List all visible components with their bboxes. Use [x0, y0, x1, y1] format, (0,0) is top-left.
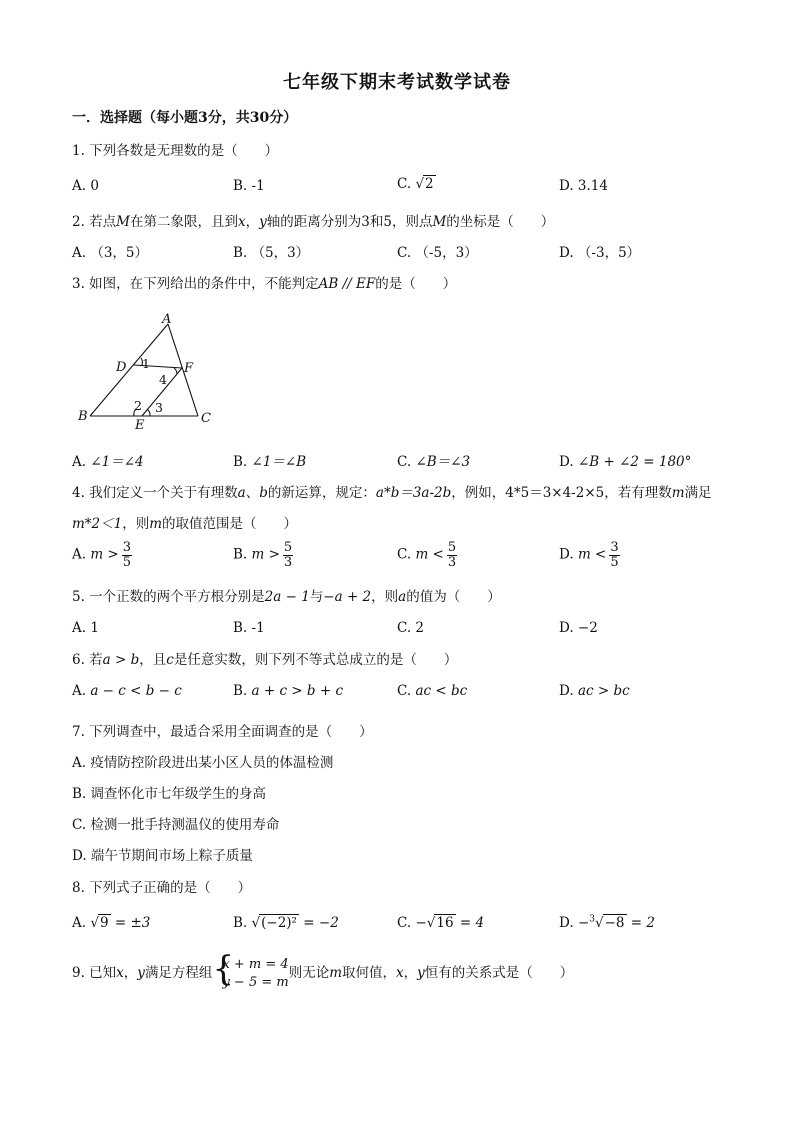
- var: M: [116, 214, 130, 230]
- q4-option-a: [72, 541, 132, 569]
- expr: 2a − 1: [264, 589, 310, 605]
- numerator: 5: [447, 540, 457, 555]
- option-label: B.: [233, 546, 248, 563]
- radicand: 2: [425, 176, 434, 192]
- text: 的是（ ）: [375, 276, 457, 292]
- q2-option-d: D. （-3，5）: [559, 245, 641, 261]
- numerator: 5: [283, 540, 293, 555]
- text: 4. 我们定义一个关于有理数: [72, 485, 238, 501]
- expr: ac < bc: [415, 683, 468, 699]
- option-label: D.: [559, 546, 574, 563]
- expr: = 4: [459, 915, 485, 931]
- expr: ac > bc: [577, 683, 630, 699]
- q3-option-c: [397, 454, 470, 470]
- option-label: D.: [559, 454, 574, 470]
- option-label: B.: [233, 454, 248, 470]
- q4-option-d: [559, 541, 620, 569]
- var: m: [671, 485, 685, 501]
- numerator: 3: [122, 540, 132, 555]
- q5-option-b: B. -1: [233, 620, 265, 636]
- var: x: [238, 214, 246, 230]
- expr: AB // EF: [318, 276, 376, 292]
- radicand: 9: [99, 915, 109, 931]
- q2-option-b: B. （5，3）: [233, 245, 310, 261]
- section-heading: 一．选择题（每小题3分，共30分）: [72, 110, 298, 126]
- var: x: [116, 965, 124, 982]
- label-f: F: [184, 361, 194, 376]
- sqrt-symbol: √: [415, 176, 425, 192]
- q3-option-b: [233, 454, 306, 470]
- equation-2: y − 5 = m: [222, 974, 289, 990]
- var: m: [329, 965, 343, 982]
- label-angle-3: 3: [155, 400, 163, 415]
- q8-option-a: [72, 914, 150, 931]
- option-label: C.: [397, 546, 412, 563]
- text: 、: [245, 485, 260, 501]
- question-4-line-1: [72, 485, 712, 501]
- q7-option-a: A. 疫情防控阶段进出某小区人员的体温检测: [72, 755, 334, 771]
- option-label: D.: [559, 683, 574, 699]
- var: M: [432, 214, 447, 230]
- q5-option-d: D. −2: [559, 620, 598, 636]
- brace-icon: {: [212, 949, 235, 989]
- denominator: 5: [610, 554, 619, 570]
- page-title: 七年级下期末考试数学试卷: [283, 72, 511, 93]
- expr: m >: [90, 546, 119, 563]
- expr: −: [415, 915, 427, 931]
- expr: −a + 2: [323, 589, 372, 605]
- q3-option-d: [559, 454, 691, 470]
- q2-option-c: C. （-5，3）: [397, 245, 478, 261]
- text: ，: [123, 965, 138, 982]
- expr: = ±3: [114, 915, 151, 931]
- radicand: −8: [604, 915, 625, 931]
- q2-option-a: A. （3，5）: [72, 245, 149, 261]
- q5-option-c: C. 2: [397, 620, 425, 636]
- label-c: C: [201, 411, 211, 426]
- option-label: A.: [72, 683, 87, 699]
- sqrt-symbol: √: [90, 915, 99, 931]
- var: b: [259, 485, 268, 501]
- triangle-figure: [78, 312, 228, 434]
- label-d: D: [116, 360, 127, 375]
- expr: −: [577, 915, 590, 931]
- denominator: 3: [283, 554, 293, 570]
- option-label: B.: [233, 915, 248, 931]
- sqrt-symbol: √: [594, 915, 604, 931]
- var: a: [237, 485, 246, 501]
- question-4-line-2: [72, 516, 297, 532]
- text: ，: [403, 965, 418, 982]
- radicand: 16: [436, 915, 454, 931]
- q6-option-b: [233, 683, 343, 699]
- expr: m*2＜1: [72, 516, 123, 532]
- text: 的新运算，规定：: [267, 485, 376, 501]
- q3-option-a: [72, 454, 144, 470]
- fraction: [122, 541, 132, 569]
- q4-option-c: [397, 541, 457, 569]
- q1-option-c: [397, 175, 436, 192]
- q5-option-a: A. 1: [72, 620, 99, 636]
- text: 取何值，: [342, 965, 397, 982]
- text: 是任意实数，则下列不等式总成立的是（ ）: [173, 652, 458, 668]
- expr: = 2: [630, 915, 655, 931]
- label-angle-4: 4: [159, 372, 167, 387]
- text: 3. 如图，在下列给出的条件中，不能判定: [72, 276, 319, 292]
- question-2-stem: [72, 214, 554, 230]
- expr: a*b＝3a-2b: [375, 485, 452, 501]
- text: 轴的距离分别为3和5，则点: [266, 214, 433, 230]
- text: 的坐标是（ ）: [446, 214, 555, 230]
- option-label: C.: [397, 176, 412, 192]
- var: c: [166, 652, 174, 668]
- label-a: A: [162, 312, 172, 327]
- text: ，则: [122, 516, 150, 532]
- numerator: 3: [610, 540, 619, 555]
- question-7-stem: 7. 下列调查中，最适合采用全面调查的是（ ）: [72, 724, 373, 740]
- denominator: 5: [122, 554, 132, 570]
- label-angle-1: 1: [142, 356, 150, 371]
- text: 5. 一个正数的两个平方根分别是: [72, 589, 265, 605]
- fraction: [609, 541, 619, 569]
- q8-option-c: [397, 914, 484, 931]
- text: 6. 若: [72, 652, 103, 668]
- text: 的取值范围是（ ）: [162, 516, 298, 532]
- text: ，: [245, 214, 260, 230]
- var: y: [259, 214, 267, 230]
- expr: m >: [251, 546, 280, 563]
- angle-4-arc: [174, 368, 177, 374]
- expr: = −2: [303, 915, 339, 931]
- angle-3-arc: [147, 409, 150, 416]
- option-label: C.: [397, 683, 412, 699]
- q7-option-c: C. 检测一批手持测温仪的使用寿命: [72, 817, 280, 833]
- expr: ∠1＝∠B: [251, 454, 307, 470]
- var: m: [149, 516, 163, 532]
- expr: ∠1＝∠4: [90, 454, 144, 470]
- q6-option-d: [559, 683, 630, 699]
- q6-option-a: [72, 683, 182, 699]
- var: a: [398, 589, 407, 605]
- var: y: [137, 965, 145, 982]
- question-3-stem: [72, 276, 456, 292]
- q7-option-d: D. 端午节期间市场上粽子质量: [72, 848, 253, 864]
- fraction: [283, 541, 293, 569]
- sqrt-symbol: √: [251, 915, 261, 931]
- denominator: 3: [447, 554, 457, 570]
- sqrt-symbol: √: [426, 915, 436, 931]
- q1-option-a: A. 0: [72, 178, 99, 194]
- option-label: C.: [397, 454, 412, 470]
- root-index: 3: [589, 914, 595, 925]
- text: 在第二象限，且到: [130, 214, 238, 230]
- text: ，则: [371, 589, 399, 605]
- fraction: [447, 541, 457, 569]
- text: ，例如，4*5＝3×4-2×5，若有理数: [451, 485, 672, 501]
- text: 满足方程组: [144, 965, 213, 982]
- label-angle-2: 2: [134, 398, 142, 413]
- text: 的值为（ ）: [406, 589, 501, 605]
- option-label: A.: [72, 915, 87, 931]
- text: 满足: [684, 485, 712, 501]
- question-1-stem: 1. 下列各数是无理数的是（ ）: [72, 143, 279, 159]
- label-b: B: [78, 409, 88, 424]
- expr: a > b: [102, 652, 140, 668]
- text: 恒有的关系式是（ ）: [424, 965, 574, 982]
- text: 与: [309, 589, 324, 605]
- expr: m <: [577, 546, 607, 563]
- q7-option-b: B. 调查怀化市七年级学生的身高: [72, 786, 267, 802]
- q1-option-b: B. -1: [233, 178, 265, 194]
- label-e: E: [135, 418, 145, 433]
- equation-1: x + m = 4: [222, 957, 289, 972]
- question-9-stem: [72, 949, 574, 991]
- text: 2. 若点: [72, 214, 117, 230]
- question-8-stem: 8. 下列式子正确的是（ ）: [72, 880, 252, 896]
- equation-system: [212, 949, 289, 991]
- q4-option-b: [233, 541, 293, 569]
- expr: m <: [415, 546, 444, 563]
- var: x: [396, 965, 404, 982]
- option-label: D.: [559, 915, 574, 931]
- q1-option-d: D. 3.14: [559, 178, 608, 194]
- expr: a − c < b − c: [90, 683, 182, 699]
- radicand: (−2)²: [261, 915, 297, 931]
- question-5-stem: [72, 589, 501, 605]
- side-ac: [168, 324, 198, 416]
- text: 则无论: [288, 965, 330, 982]
- text: ，且: [139, 652, 167, 668]
- var: y: [417, 965, 425, 982]
- text: 9. 已知: [72, 965, 117, 982]
- q8-option-d: [559, 914, 655, 931]
- expr: a + c > b + c: [251, 683, 344, 699]
- option-label: A.: [72, 546, 87, 563]
- q8-option-b: [233, 914, 339, 931]
- option-label: C.: [397, 915, 412, 931]
- expr: ∠B + ∠2 = 180°: [577, 454, 692, 470]
- option-label: A.: [72, 454, 87, 470]
- expr: ∠B＝∠3: [415, 454, 471, 470]
- question-6-stem: [72, 652, 457, 668]
- option-label: B.: [233, 683, 248, 699]
- q6-option-c: [397, 683, 467, 699]
